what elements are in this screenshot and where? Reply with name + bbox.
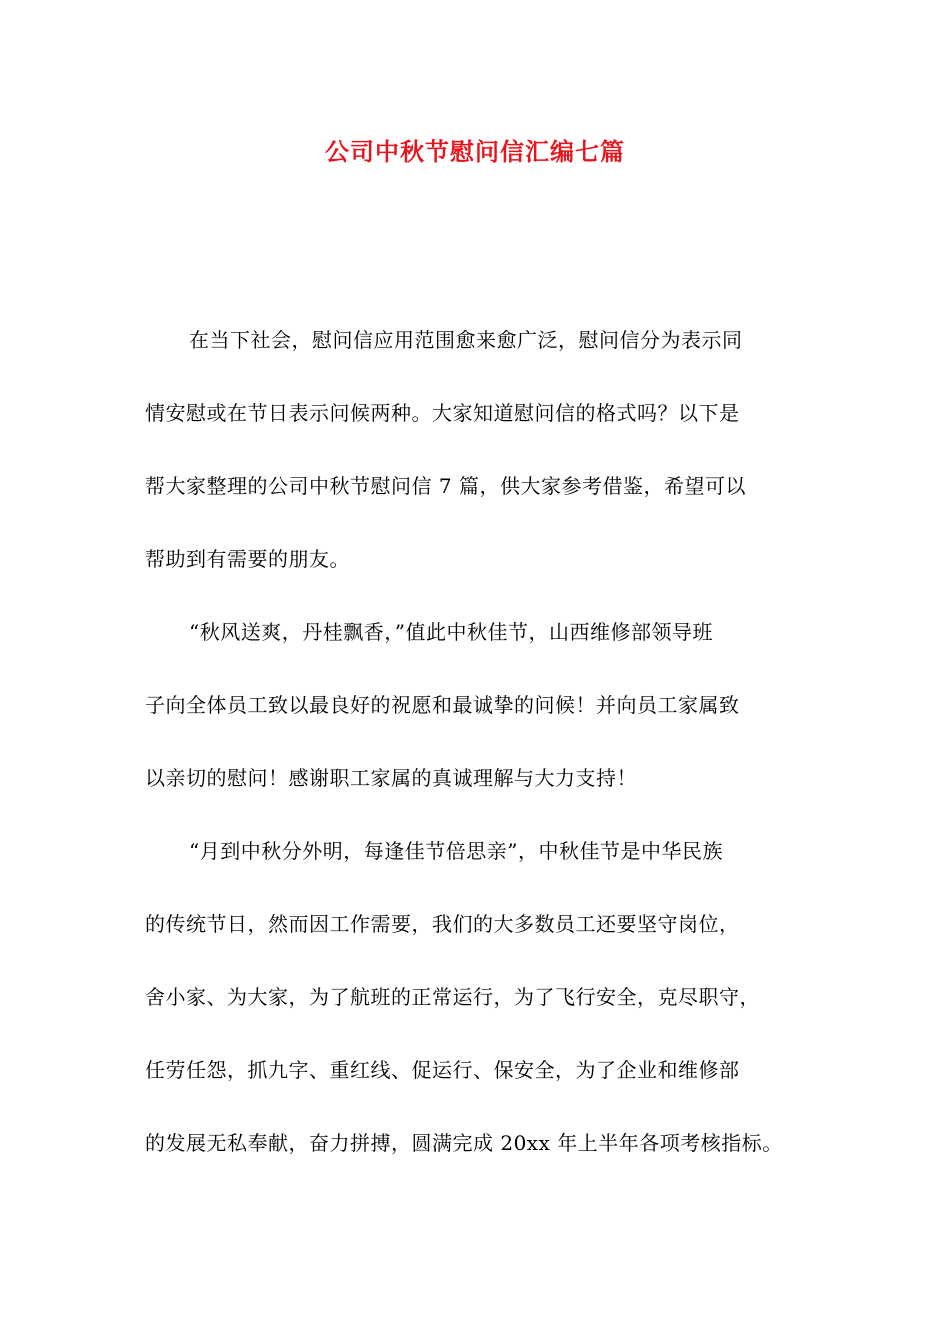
paragraph-3-line-2: 的传统节日，然而因工作需要，我们的大多数员工还要坚守岗位， — [145, 912, 740, 936]
paragraph-1-line-3: 帮大家整理的公司中秋节慰问信 7 篇，供大家参考借鉴，希望可以 — [145, 474, 746, 498]
document-body — [145, 320, 810, 1196]
paragraph-1-line-1: 在当下社会，慰问信应用范围愈来愈广泛，慰问信分为表示同 — [189, 328, 743, 352]
paragraph-3-line-5: 的发展无私奉献，奋力拼搏，圆满完成 20xx 年上半年各项考核指标。 — [145, 1131, 783, 1155]
document-title: 公司中秋节慰问信汇编七篇 — [325, 138, 625, 166]
paragraph-3-line-4: 任劳任怨，抓九字、重红线、促运行、保安全，为了企业和维修部 — [145, 1058, 740, 1082]
paragraph-2-line-3: 以亲切的慰问！感谢职工家属的真诚理解与大力支持！ — [145, 766, 637, 790]
paragraph-2-line-2: 子向全体员工致以最良好的祝愿和最诚挚的问候！并向员工家属致 — [145, 693, 740, 717]
paragraph-2-line-1: “秋风送爽，丹桂飘香，”值此中秋佳节，山西维修部领导班 — [189, 620, 713, 644]
paragraph-3-line-3: 舍小家、为大家，为了航班的正常运行，为了飞行安全，克尽职守， — [145, 985, 760, 1009]
paragraph-1-line-2: 情安慰或在节日表示问候两种。大家知道慰问信的格式吗？以下是 — [145, 401, 740, 425]
paragraph-1-line-4: 帮助到有需要的朋友。 — [145, 547, 350, 571]
paragraph-3-line-1: “月到中秋分外明，每逢佳节倍思亲”，中秋佳节是中华民族 — [189, 839, 723, 863]
